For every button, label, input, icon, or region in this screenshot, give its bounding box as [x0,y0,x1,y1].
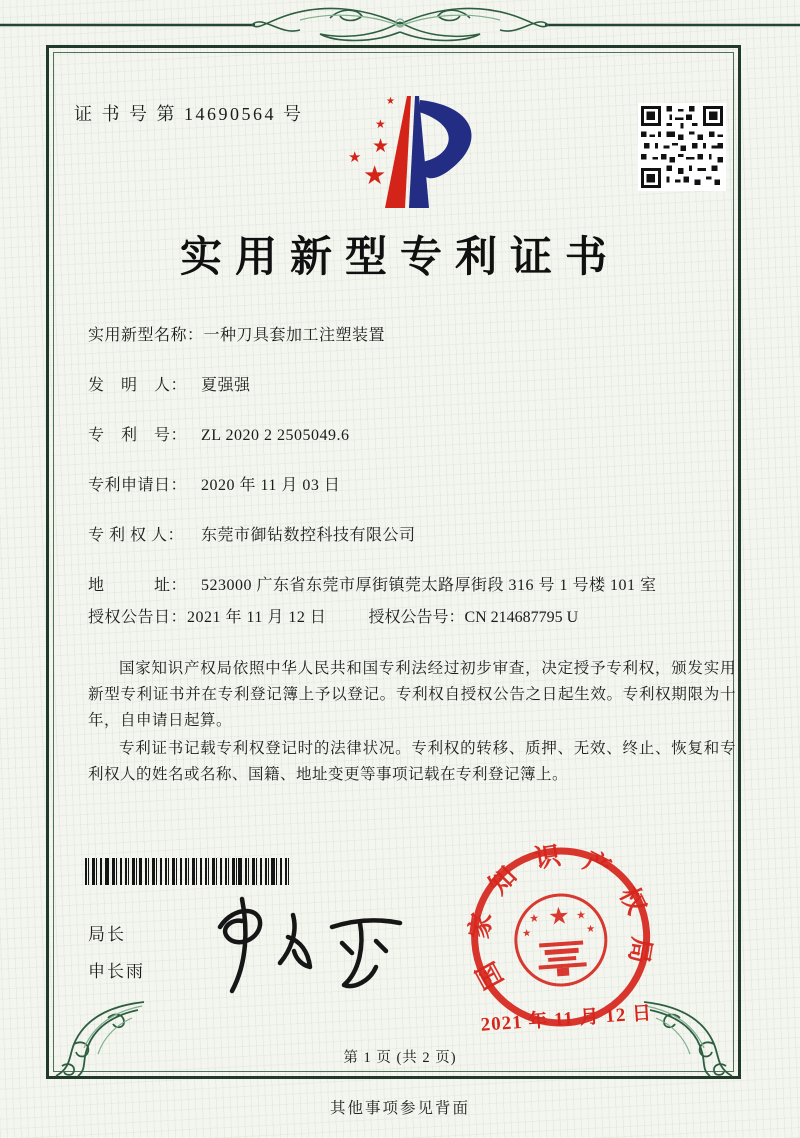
national-emblem-icon [513,892,609,988]
seal-date: 2021 年 11 月 12 日 [480,1002,653,1036]
field-value: ZL 2020 2 2505049.6 [201,427,350,444]
field-patent-number [88,424,736,447]
field-value: 523000 广东省东莞市厚街镇莞太路厚街段 316 号 1 号楼 101 室 [201,577,657,594]
field-label: 发 明 人： [88,377,188,394]
field-value: 2020 年 11 月 03 日 [201,477,341,494]
svg-text:★: ★ [348,150,362,166]
legal-paragraph-2: 专利证书记载专利权登记时的法律状况。专利权的转移、质押、无效、终止、恢复和专利权人的姓名或名称、国籍、地址变更等事项记载在专利登记簿上。 [88,740,736,783]
logo-star: ★ [363,161,387,190]
svg-text:★: ★ [521,928,532,940]
qr-code-icon [638,103,726,191]
svg-text:★: ★ [528,912,540,926]
commissioner-signature [192,893,407,997]
official-seal [443,833,679,1052]
field-value: 夏强强 [201,377,251,394]
svg-text:★: ★ [372,136,390,157]
field-grant-row [88,606,736,629]
certificate-body [88,324,736,790]
field-filing-date [88,474,736,497]
field-value: CN 214687795 U [464,609,579,626]
cnipa-logo-icon [323,90,501,214]
svg-text:★: ★ [585,923,596,936]
svg-text:★: ★ [575,909,587,922]
commissioner-name: 申长雨 [88,962,145,981]
field-value: 一种刀具套加工注塑装置 [203,327,386,344]
certificate-number: 证 书 号 第 14690564 号 [74,104,304,124]
page-indicator: 第 1 页 (共 2 页) [343,1050,457,1066]
field-label: 地 址： [88,577,188,594]
field-value: 东莞市御钻数控科技有限公司 [201,527,416,544]
field-grant-number [368,609,578,626]
bottom-left-flourish-ornament [48,996,148,1080]
field-value: 2021 年 11 月 12 日 [187,609,327,626]
svg-text:★: ★ [547,903,571,931]
commissioner-title: 局长 [88,925,126,944]
field-patentee [88,524,736,547]
field-label: 授权公告号： [368,609,465,626]
field-label: 专 利 号： [88,427,188,444]
certificate-title: 实用新型专利证书 [179,235,620,281]
back-side-note: 其他事项参见背面 [329,1100,470,1117]
svg-text:★: ★ [375,117,386,131]
field-inventor [88,374,736,397]
legal-paragraph-1: 国家知识产权局依照中华人民共和国专利法经过初步审查，决定授予专利权，颁发实用新型专利证书并在专利登记簿上予以登记。专利权自授权公告之日起生效。专利权期限为十年，自申请日起算。 [88,660,736,729]
field-label: 授权公告日： [88,609,188,626]
field-label: 专 利 权 人： [88,527,185,544]
barcode [85,858,291,885]
field-address [88,574,736,597]
field-utility-model-name [88,324,736,347]
field-label: 专利申请日： [88,477,188,494]
legal-text [88,656,736,788]
seal-ring-text: 国家知识产权局 [464,840,657,994]
field-label: 实用新型名称： [88,327,204,344]
svg-text:★: ★ [386,96,395,107]
commissioner-block [88,920,145,994]
top-flourish-ornament [0,0,800,46]
